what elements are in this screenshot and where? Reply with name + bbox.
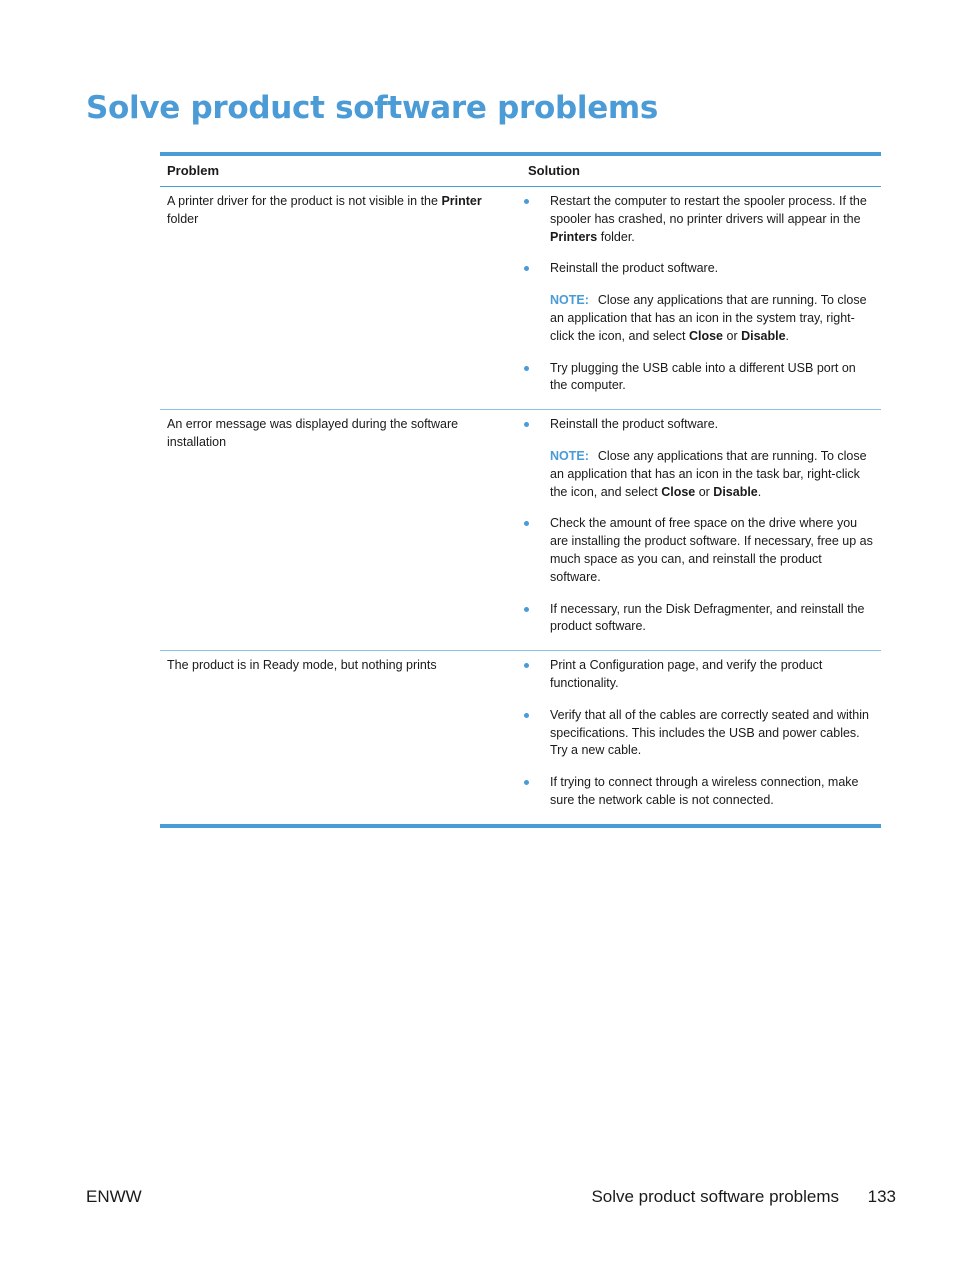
solution-text: Verify that all of the cables are correctly seated and within specifications. This includes the USB and power cables. Try a new cable. [550,707,869,758]
bullet-icon [524,366,529,371]
note-end: . [757,484,762,499]
table-row [160,651,881,824]
note-block [550,292,873,345]
problem-text: An error message was displayed during the software installation [167,417,459,449]
solution-cell [521,410,881,650]
problem-text: A printer driver for the product is not visible in the [167,194,442,208]
problem-cell [160,187,521,409]
problem-cell [160,410,521,650]
solution-item [521,515,873,586]
problem-text-after: folder [167,211,199,226]
bullet-icon [524,521,529,526]
bullet-icon [524,199,529,204]
solution-item [521,416,873,501]
page-title: Solve product software problems [86,90,659,126]
note-block [550,448,873,501]
bullet-icon [524,422,529,427]
note-or: or [695,484,714,499]
solution-item [521,657,873,693]
solution-cell [521,187,881,409]
solution-item [521,601,873,637]
footer-section-title: Solve product software problems [591,1187,839,1206]
note-close: Close [688,328,724,343]
bullet-icon [524,713,529,718]
solution-text: If necessary, run the Disk Defragmenter, and reinstall the product software. [550,601,865,634]
solution-text: Print a Configuration page, and verify the product functionality. [550,658,823,690]
problem-cell [160,651,521,824]
solution-item [521,193,873,246]
note-close: Close [661,484,696,499]
bullet-icon [524,266,529,271]
note-text: Close any applications that are running. To close an application that has an icon in the system tray, right-click the icon, and select [550,293,867,343]
solution-text: If trying to connect through a wireless connection, make sure the network cable is not connected. [550,775,859,807]
table-row [160,187,881,410]
solution-text: Check the amount of free space on the drive where you are installing the product software. If necessary, free up as much space as you can, and reinstall the product software. [550,516,873,584]
note-text: Close any applications that are running. To close an application that has an icon in the task bar, right-click the icon, and select [550,448,867,499]
note-end: . [785,328,790,343]
table-row [160,410,881,651]
solution-text: Reinstall the product software. [550,261,719,276]
note-label: NOTE: [550,293,589,308]
problem-text: The product is in Ready mode, but nothing prints [167,658,437,673]
note-label: NOTE: [550,448,589,463]
solution-text-after: folder. [597,229,635,244]
solution-item [521,260,873,345]
bullet-icon [524,663,529,668]
note-disable: Disable [741,328,786,343]
solution-item [521,707,873,760]
solution-bold-term: Printers [550,229,598,244]
header-solution: Solution [528,163,580,179]
solution-item [521,774,873,810]
problem-bold-term: Printer [441,194,482,208]
solution-cell [521,651,881,824]
footer-label: ENWW [86,1187,142,1206]
troubleshooting-table [160,152,881,828]
page-number: 133 [867,1187,896,1206]
note-disable: Disable [713,484,758,499]
solution-text: Reinstall the product software. [550,417,719,432]
solution-item [521,360,873,396]
bullet-icon [524,607,529,612]
header-problem: Problem [167,163,220,179]
bullet-icon [524,780,529,785]
table-header [160,156,881,187]
solution-text: Restart the computer to restart the spooler process. If the spooler has crashed, no printer drivers will appear in the [550,194,867,226]
solution-text: Try plugging the USB cable into a different USB port on the computer. [550,360,856,393]
note-or: or [723,328,742,343]
